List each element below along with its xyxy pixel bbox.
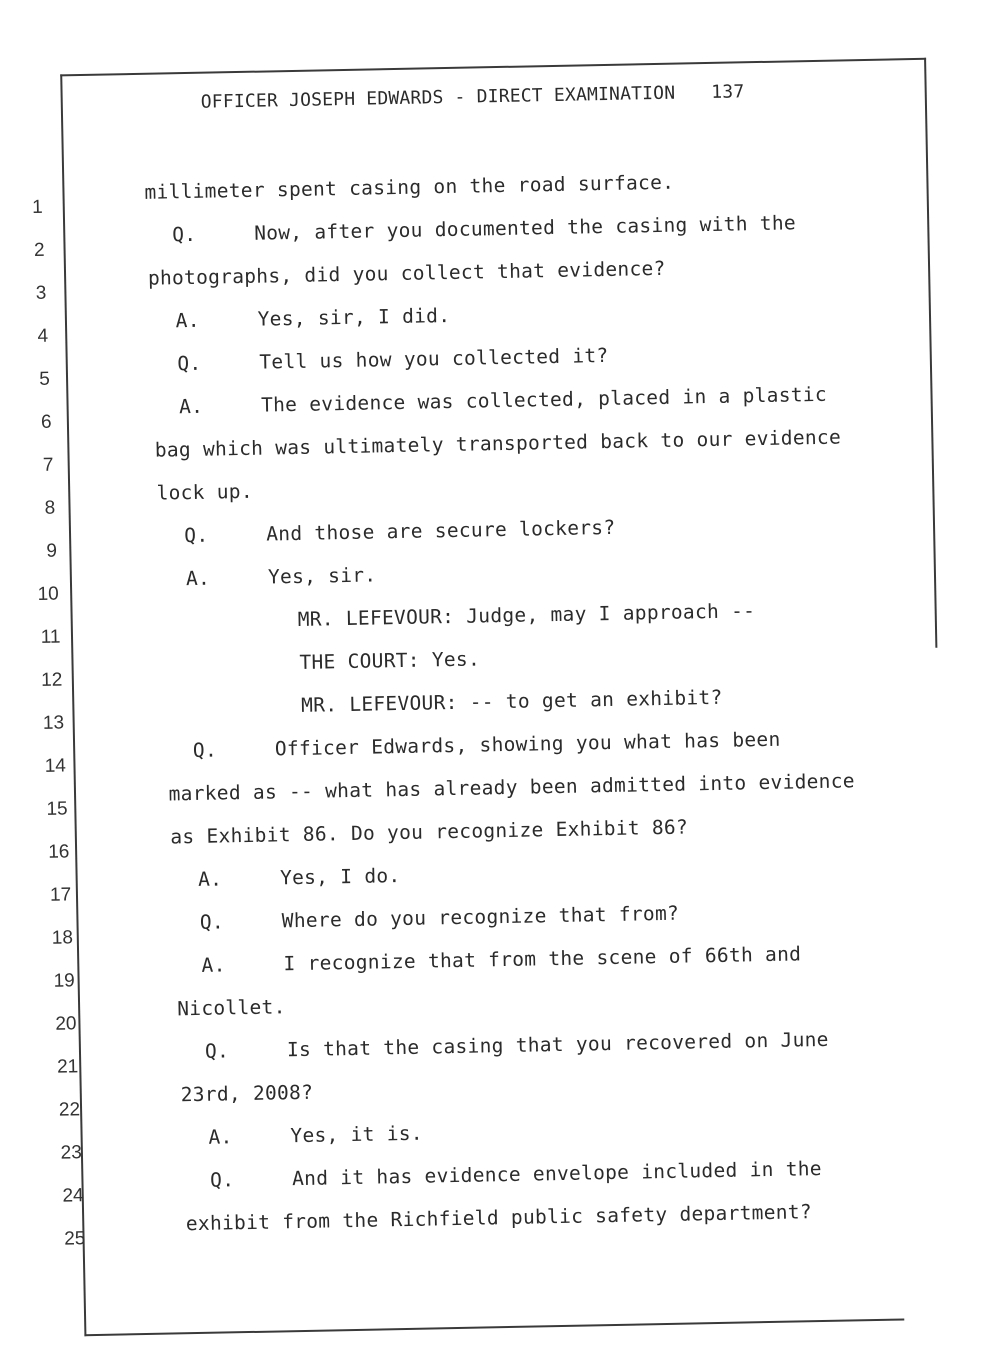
transcript-line [193,728,781,762]
line-text: 23rd, 2008? [180,1080,314,1107]
speaker-label: A. [201,953,226,977]
page-border-right [924,58,937,648]
line-number: 2 [33,239,45,261]
line-number: 14 [44,755,67,777]
line-text: And those are secure lockers? [266,515,616,546]
line-number: 9 [46,540,58,562]
line-number: 12 [40,669,63,691]
transcript-line [179,383,827,418]
line-number: 15 [46,798,68,820]
line-number: 7 [42,454,54,476]
speaker-label: Q. [204,1039,230,1063]
line-number: 17 [49,884,72,906]
line-number: 6 [40,411,52,433]
line-number-column [31,196,139,1250]
line-text: millimeter spent casing on the road surface. [144,170,675,204]
line-text: as Exhibit 86. Do you recognize Exhibit 86? [170,815,689,849]
line-number: 8 [44,497,56,519]
speaker-label: A. [197,867,223,891]
line-text: I recognize that from the scene of 66th and [283,942,802,976]
header-title: OFFICER JOSEPH EDWARDS - DIRECT EXAMINATION [200,82,676,113]
page-header [201,81,745,112]
line-text: Yes, it is. [290,1121,424,1148]
transcript-line [177,995,286,1020]
line-number: 22 [58,1099,81,1121]
line-text: Now, after you documented the casing with the [253,211,797,245]
speaker-label: Q. [209,1168,235,1192]
line-number: 24 [62,1185,84,1207]
transcript-line [198,864,401,891]
line-number: 11 [40,626,61,648]
transcript-line [180,1081,313,1107]
line-text: Nicollet. [177,995,286,1021]
transcript-line [170,816,688,849]
line-number: 25 [64,1228,86,1250]
line-number: 13 [42,712,65,734]
line-number: 1 [31,196,43,218]
transcript-line [155,426,842,462]
transcript-line [298,599,756,631]
line-number: 5 [39,368,51,390]
line-text: Yes, sir, I did. [257,303,451,331]
line-number: 18 [51,927,74,949]
line-number: 21 [56,1056,79,1078]
page-number: 137 [711,81,745,103]
transcript-line [210,1157,822,1192]
speaker-label: Q. [199,910,225,934]
line-text: THE COURT: Yes. [299,647,481,674]
transcript-line [208,1122,423,1149]
transcript-line [184,516,616,547]
speaker-label: Q. [184,523,209,548]
transcript-line [301,686,723,717]
transcript-line [172,211,796,246]
line-text: The evidence was collected, placed in a plastic [260,382,828,417]
line-text: Tell us how you collected it? [259,343,609,374]
line-text: Is that the casing that you recovered on June [286,1027,829,1062]
line-text: marked as -- what has already been admitted into evidence [168,769,856,806]
page-border-top [60,58,926,77]
line-number: 4 [37,325,49,347]
line-number: 19 [53,970,75,992]
transcript-line [177,344,609,375]
transcript-line [168,769,855,805]
transcript-line [175,304,450,332]
line-number: 10 [37,583,59,605]
speaker-label: A. [208,1125,233,1149]
line-number: 16 [48,841,70,863]
transcript-sheet [31,36,950,1332]
transcript-line [144,171,674,204]
page-border-bottom [84,1318,904,1336]
speaker-label: Q. [171,222,197,247]
transcript-line [200,902,680,934]
line-number: 20 [55,1013,77,1035]
transcript-line [186,563,377,590]
line-text: lock up. [156,479,254,505]
speaker-label: A. [185,566,211,591]
line-text: photographs, did you collect that evidence? [147,256,666,290]
line-text: Where do you recognize that from? [281,901,680,933]
transcript-line [205,1028,829,1063]
speaker-label: Q. [177,351,202,376]
speaker-label: A. [175,308,200,333]
line-text: MR. LEFEVOUR: -- to get an exhibit? [300,685,723,717]
line-text: exhibit from the Richfield public safety department? [185,1200,813,1236]
transcript-line [201,942,801,977]
transcript-line [156,480,253,505]
line-text: And it has evidence envelope included in the [291,1157,823,1191]
line-number: 23 [60,1142,83,1164]
transcript-line [299,647,480,673]
transcript-line [186,1200,812,1235]
line-number: 3 [35,282,47,304]
speaker-label: Q. [192,738,218,763]
line-text: Yes, I do. [279,864,401,890]
line-text: Yes, sir. [267,563,377,589]
line-text: bag which was ultimately transported back to our evidence [154,425,842,462]
line-text: Officer Edwards, showing you what has been [274,727,781,761]
speaker-label: A. [178,394,204,419]
transcript-line [148,257,666,290]
line-text: MR. LEFEVOUR: Judge, may I approach -- [297,599,756,631]
